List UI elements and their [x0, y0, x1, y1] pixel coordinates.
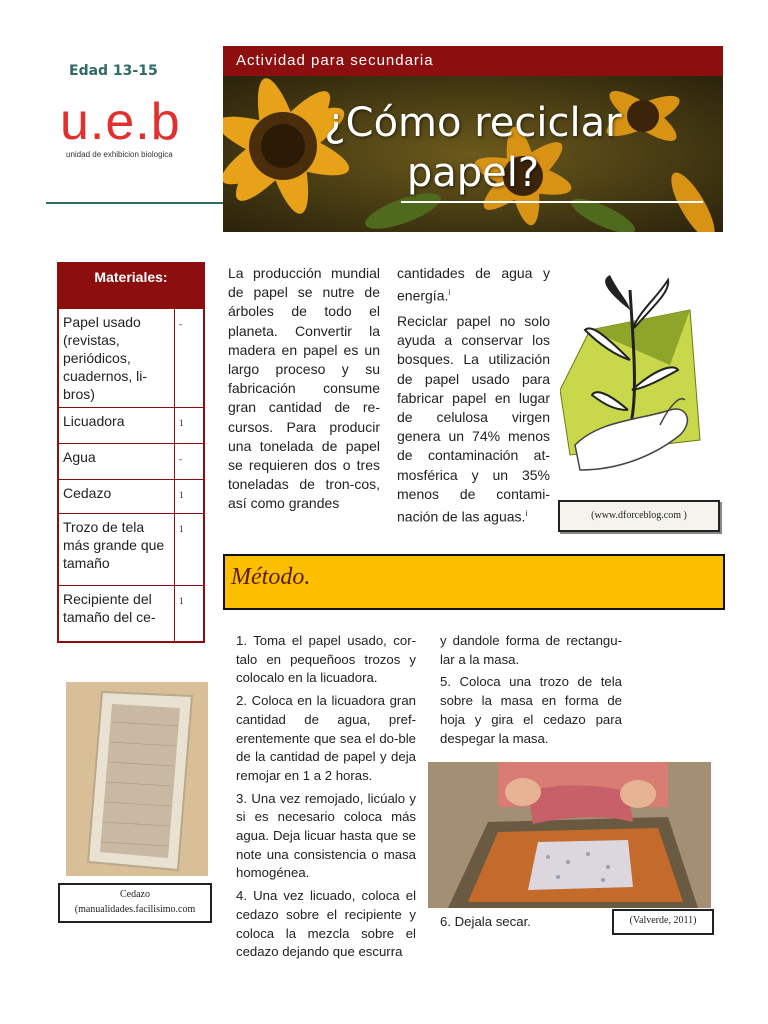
- method-step: 2. Coloca en la licuadora gran cantidad de agua, pref-erentemente que sea el do-ble de la cantidad de papel y deja remojar en 1 a 2 horas.: [236, 693, 416, 783]
- material-qty: -: [175, 444, 205, 480]
- intro-column-1: La producción mundial de papel se nutre de árboles de todo el planeta. Convertir la madera en papel es un largo proceso y su fabricación consume gran cantidad de re-cursos. Para producir una tonelada de papel se requieren dos o tres toneladas de tron-cos, así como grandes: [228, 265, 380, 512]
- method-step-6: 6. Dejala secar.: [440, 914, 531, 929]
- sieve-photo: [66, 682, 208, 876]
- material-item: Trozo de tela más grande que tamaño: [58, 514, 175, 586]
- material-qty: 1: [175, 408, 205, 444]
- method-heading: Método.: [231, 564, 311, 590]
- intro-column-2: [397, 264, 550, 527]
- intro-paragraph-1: cantidades de agua y energía.: [397, 265, 550, 304]
- method-step: 3. Una vez remojado, licúalo y si es necesario coloca más agua. Deja licuar hasta que se note una consistencia o masa homogénea.: [236, 790, 416, 881]
- sieve-photo-caption: [58, 883, 212, 923]
- method-step: 1. Toma el papel usado, cor-talo en pequeñoos trozos y colocalo en la licuadora.: [236, 633, 416, 686]
- logo-subtitle: unidad de exhibicion biologica: [66, 150, 173, 159]
- footnote-mark: i: [525, 509, 528, 519]
- materials-table: [57, 262, 205, 643]
- material-item: Licuadora: [58, 408, 175, 444]
- material-item: Agua: [58, 444, 175, 480]
- activity-label: Actividad para secundaria: [236, 52, 434, 69]
- material-qty: -: [175, 309, 205, 408]
- intro-paragraph-2: Reciclar papel no solo ayuda a conservar los bosques. La utilización de papel usado para fabricar papel en lugar de celulosa virgen genera un 74% menos de contaminación at-mosférica y un 35% menos de contami-nación de las aguas.: [397, 313, 550, 525]
- logo-text: u.e.b: [60, 93, 181, 151]
- plant-in-hands-image: [560, 270, 710, 490]
- title-line-2: papel?: [406, 150, 540, 196]
- plant-image-caption: (www.dforceblog.com ): [558, 500, 720, 532]
- page-title: [223, 98, 723, 198]
- method-heading-banner: [223, 554, 725, 610]
- material-item: Papel usado (revistas, periódicos, cuadernos, li-bros): [58, 309, 175, 408]
- material-item: Cedazo: [58, 480, 175, 514]
- material-qty: 1: [175, 514, 205, 586]
- title-line-1: ¿Cómo reciclar: [324, 100, 622, 146]
- sieve-caption-line-2: (manualidades.facilisimo.com: [74, 904, 196, 915]
- age-label: Edad 13-15: [69, 63, 158, 79]
- sieve-caption-line-1: Cedazo: [120, 889, 150, 900]
- method-steps-column-1: [236, 632, 416, 966]
- method-steps-column-2: [440, 632, 622, 752]
- material-qty: 1: [175, 586, 205, 642]
- ueb-logo: [60, 92, 210, 172]
- paper-making-photo: [428, 762, 711, 908]
- material-item: Recipiente del tamaño del ce-: [58, 586, 175, 642]
- activity-banner: [223, 46, 723, 76]
- footnote-mark: i: [448, 288, 451, 298]
- method-step: 4. Una vez licuado, coloca el cedazo sobre el recipiente y coloca la mezcla sobre el cedazo dejando que escurra: [236, 888, 416, 960]
- materials-heading: Materiales:: [58, 263, 204, 309]
- sunflower-banner-image: [223, 76, 723, 232]
- header-divider: [46, 202, 226, 204]
- title-underline: [401, 201, 703, 203]
- paper-making-photo-caption: (Valverde, 2011): [612, 909, 714, 935]
- material-qty: 1: [175, 480, 205, 514]
- method-step: 5. Coloca una trozo de tela sobre la masa en forma de hoja y gira el cedazo para despegar la masa.: [440, 674, 622, 746]
- method-step: y dandole forma de rectangu-lar a la masa.: [440, 633, 622, 667]
